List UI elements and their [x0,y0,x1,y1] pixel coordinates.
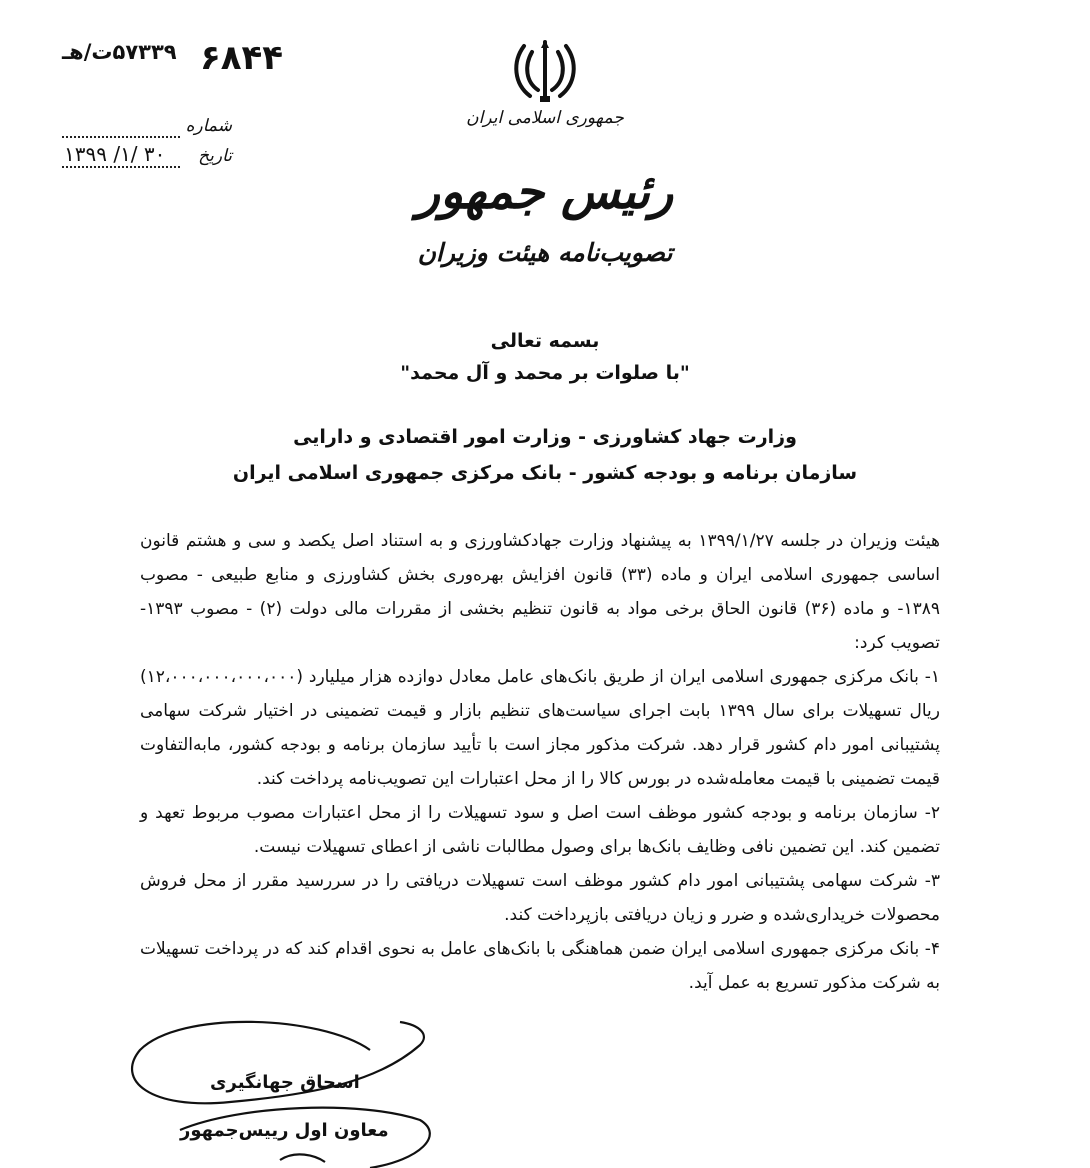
registration-number: ۶۸۴۴ [200,38,284,78]
reference-number: ۵۷۳۳۹ت/هـ [62,40,177,64]
number-dotted-line [62,136,180,138]
document-type: تصویب‌نامه هیئت وزیران [417,238,673,267]
number-field [62,116,232,142]
clause-2: ۲- سازمان برنامه و بودجه کشور موظف است اصل و سود تسهیلات را از محل اعتبارات مصوب مربوط تعهد و تضمین کند. این تضمین نافی وظایف بانک‌ها برای وصول مطالبات ناشی از اعطای تسهیلات نیست. [140,803,940,857]
resolution-body [140,524,940,1000]
invocation: بسمه تعالی [490,330,600,352]
recipients-line-1: وزارت جهاد کشاورزی - وزارت امور اقتصادی و دارایی [293,426,797,448]
date-field [62,142,232,172]
office-title: رئیس جمهور [416,164,674,220]
clause-1: ۱- بانک مرکزی جمهوری اسلامی ایران از طریق بانک‌های عامل معادل دوازده هزار میلیارد (۱۲،۰۰۰،۰۰۰،۰۰۰،۰۰۰) ریال تسهیلات برای سال ۱۳۹۹ بابت اجرای سیاست‌های تنظیم بازار و قیمت تضمینی در اختیار شرکت سهامی پشتیبانی امور دام کشور قرار دهد. شرکت مذکور مجاز است با تأیید سازمان برنامه و بودجه کشور، مابه‌التفاوت قیمت تضمینی با قیمت معامله‌شده در بورس کالا را از محل اعتبارات این تصویب‌نامه پرداخت کند. [140,667,940,789]
signer-title: معاون اول رییس‌جمهور [180,1120,389,1141]
clause-3: ۳- شرکت سهامی پشتیبانی امور دام کشور موظف است تسهیلات دریافتی را در سررسید مقرر از محل فروش محصولات خریداری‌شده و ضرر و زیان دریافتی بازپرداخت کند. [140,871,940,925]
signer-name: اسحاق جهانگیری [210,1072,360,1093]
clause-4: ۴- بانک مرکزی جمهوری اسلامی ایران ضمن هماهنگی با بانک‌های عامل به نحوی اقدام کند که در پرداخت تسهیلات به شرکت مذکور تسریع به عمل آید. [140,939,940,993]
intro-paragraph: هیئت وزیران در جلسه ۱۳۹۹/۱/۲۷ به پیشنهاد وزارت جهادکشاورزی و به استناد اصل یکصد و سی و هشتم قانون اساسی جمهوری اسلامی ایران و ماده (۳۳) قانون افزایش بهره‌وری بخش کشاورزی و منابع طبیعی - مصوب ۱۳۸۹- و ماده (۳۶) قانون الحاق برخی مواد به قانون تنظیم بخشی از مقررات مالی دولت (۲) - مصوب ۱۳۹۳- تصویب کرد: [140,531,941,653]
date-label: تاریخ [198,146,232,166]
blessing: "با صلوات بر محمد و آل محمد" [400,362,690,384]
country-name: جمهوری اسلامی ایران [466,108,624,128]
number-label: شماره [185,116,232,136]
date-dotted-line [62,166,180,168]
recipients-line-2: سازمان برنامه و بودجه کشور - بانک مرکزی جمهوری اسلامی ایران [232,462,858,484]
iran-emblem-icon [510,38,580,104]
date-value: ۱۳۹۹ /۱/ ۳۰ [64,142,166,166]
